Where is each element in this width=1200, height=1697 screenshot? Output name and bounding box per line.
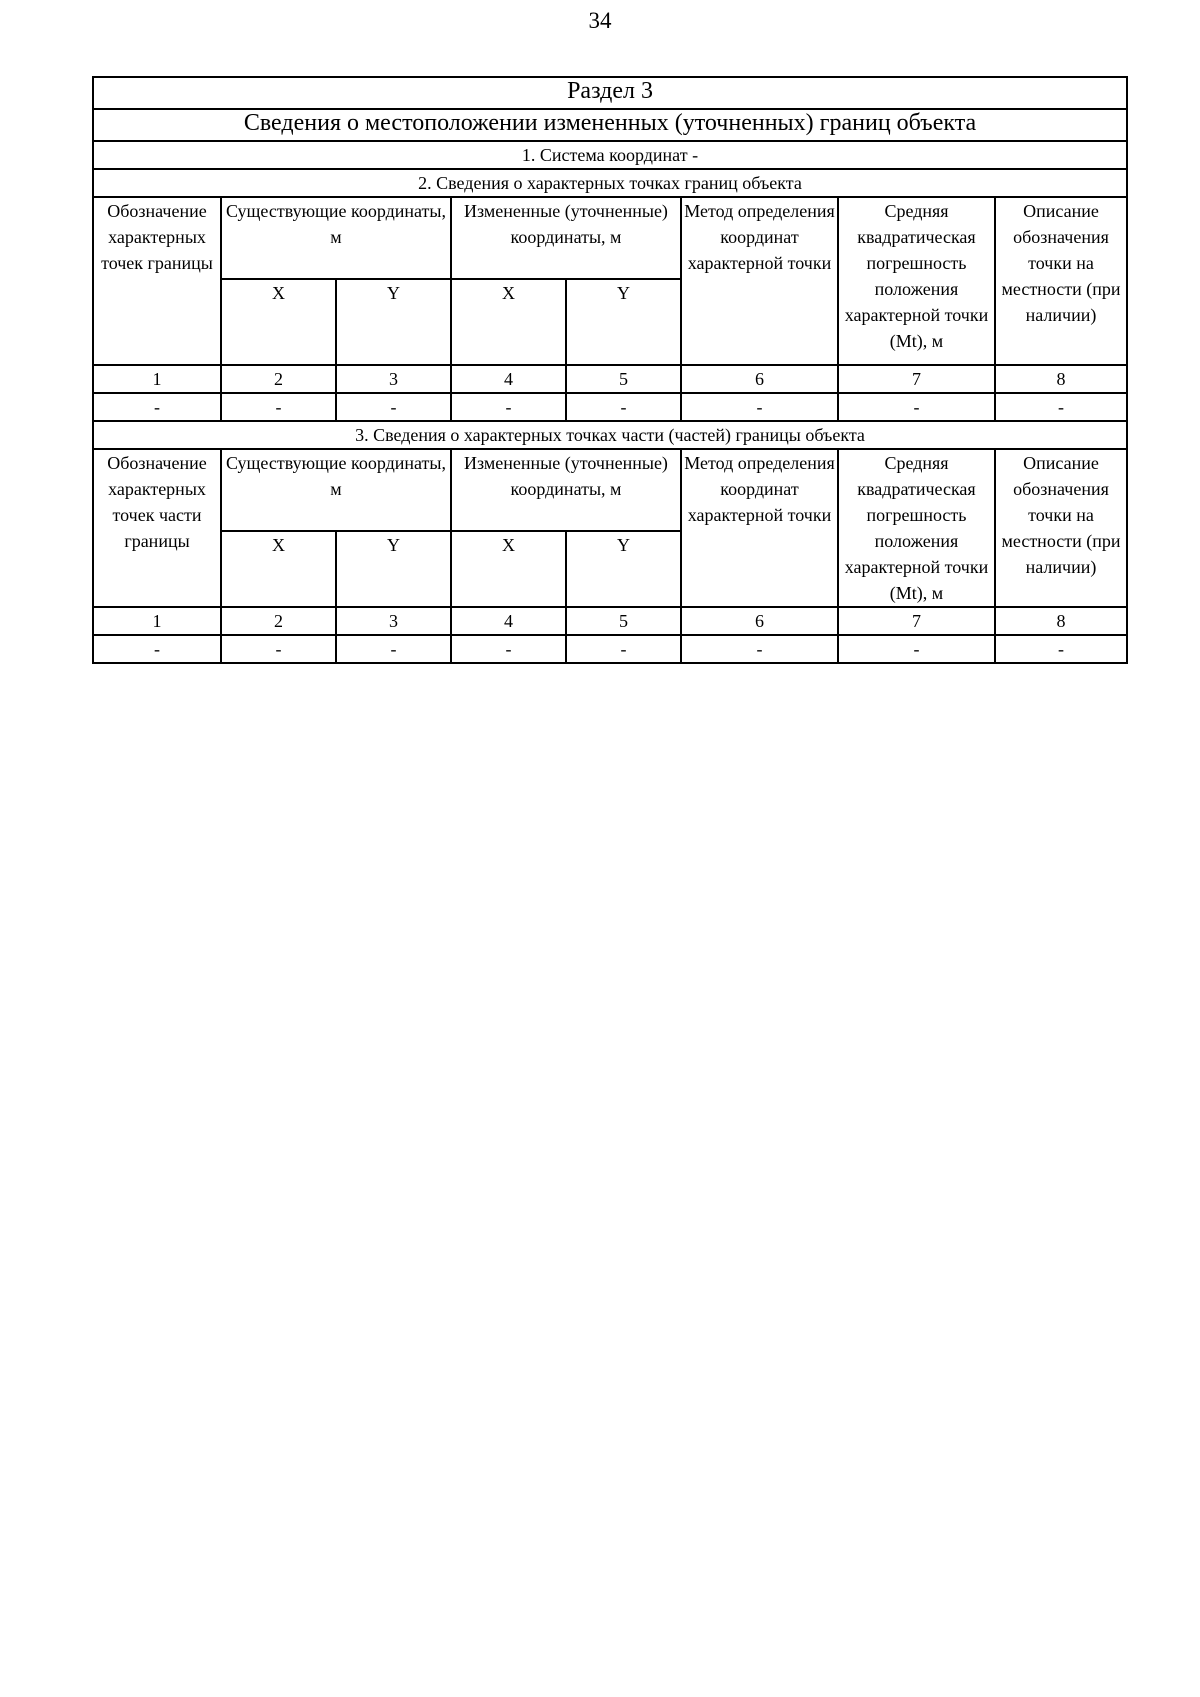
part3-colnum: 7 <box>838 607 995 635</box>
part3-colnum: 5 <box>566 607 681 635</box>
part3-colnum: 8 <box>995 607 1127 635</box>
part3-colnum: 1 <box>93 607 221 635</box>
part3-colnum: 6 <box>681 607 838 635</box>
part2-col-changed-coords: Измененные (уточненные) координаты, м <box>451 197 681 279</box>
part2-colnum: 1 <box>93 365 221 393</box>
part3-col-method: Метод определения координат характерной точки <box>681 449 838 607</box>
part2-data-cell: - <box>995 393 1127 421</box>
part2-col-description: Описание обозначения точки на местности (при наличии) <box>995 197 1127 365</box>
part2-existing-x: X <box>221 279 336 365</box>
part2-data-cell: - <box>566 393 681 421</box>
part3-col-changed-coords: Измененные (уточненные) координаты, м <box>451 449 681 531</box>
part3-data-cell: - <box>221 635 336 663</box>
part3-colnum: 4 <box>451 607 566 635</box>
page-number: 34 <box>588 8 612 33</box>
part2-colnum: 6 <box>681 365 838 393</box>
part3-data-cell: - <box>451 635 566 663</box>
part3-data-cell: - <box>681 635 838 663</box>
part3-heading: 3. Сведения о характерных точках части (частей) границы объекта <box>93 421 1127 449</box>
part2-col-existing-coords: Существующие координаты, м <box>221 197 451 279</box>
part3-changed-y: Y <box>566 531 681 607</box>
part2-data-cell: - <box>221 393 336 421</box>
section-subtitle: Сведения о местоположении измененных (уточненных) границ объекта <box>93 109 1127 141</box>
part2-col-error: Средняя квадратическая погрешность положения характерной точки (Mt), м <box>838 197 995 365</box>
part2-colnum: 7 <box>838 365 995 393</box>
part3-data-cell: - <box>336 635 451 663</box>
part3-existing-y: Y <box>336 531 451 607</box>
part3-col-existing-coords: Существующие координаты, м <box>221 449 451 531</box>
part2-changed-y: Y <box>566 279 681 365</box>
part2-colnum: 3 <box>336 365 451 393</box>
part2-colnum: 5 <box>566 365 681 393</box>
part3-existing-x: X <box>221 531 336 607</box>
part2-data-cell: - <box>838 393 995 421</box>
part3-data-cell: - <box>838 635 995 663</box>
part2-colnum: 2 <box>221 365 336 393</box>
part3-col-description: Описание обозначения точки на местности (при наличии) <box>995 449 1127 607</box>
part3-colnum: 3 <box>336 607 451 635</box>
part3-changed-x: X <box>451 531 566 607</box>
part2-existing-y: Y <box>336 279 451 365</box>
part2-data-cell: - <box>93 393 221 421</box>
part3-data-cell: - <box>566 635 681 663</box>
part3-colnum: 2 <box>221 607 336 635</box>
part2-colnum: 8 <box>995 365 1127 393</box>
part2-col-point-designation: Обозначение характерных точек границы <box>93 197 221 365</box>
part3-col-point-designation: Обозначение характерных точек части границы <box>93 449 221 607</box>
part3-col-error: Средняя квадратическая погрешность положения характерной точки (Mt), м <box>838 449 995 607</box>
part2-heading: 2. Сведения о характерных точках границ объекта <box>93 169 1127 197</box>
part3-data-cell: - <box>93 635 221 663</box>
part2-col-method: Метод определения координат характерной точки <box>681 197 838 365</box>
part3-data-cell: - <box>995 635 1127 663</box>
section-3-table <box>92 76 1128 664</box>
part2-colnum: 4 <box>451 365 566 393</box>
section-title: Раздел 3 <box>93 77 1127 109</box>
part2-changed-x: X <box>451 279 566 365</box>
part2-data-cell: - <box>336 393 451 421</box>
part2-data-cell: - <box>451 393 566 421</box>
part2-data-cell: - <box>681 393 838 421</box>
coord-system-line: 1. Система координат - <box>93 141 1127 169</box>
